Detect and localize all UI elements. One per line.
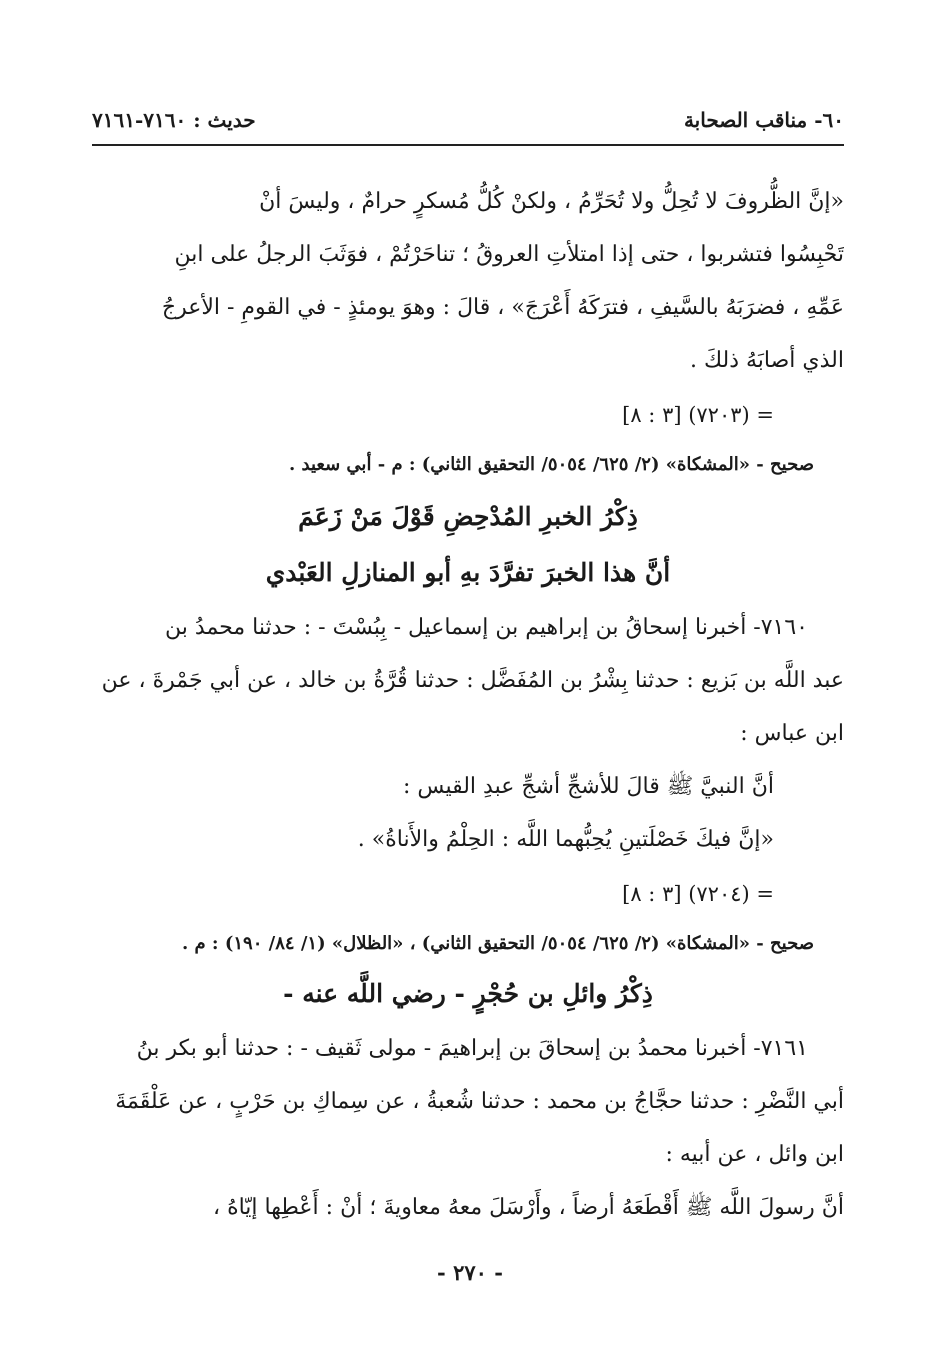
section-heading: أنَّ هذا الخبرَ تفرَّدَ بهِ أبو المنازلِ العَبْدي: [265, 558, 671, 587]
header-rule: [92, 144, 844, 146]
matn-line: أنَّ النبيَّ ﷺ قالَ للأشجِّ أشجِّ عبدِ القيس :: [403, 774, 774, 799]
page-number: - ٢٧٠ -: [437, 1260, 503, 1285]
isnad-line: عبد اللَّه بن بَزيع : حدثنا بِشْرُ بن المُفَضَّل : حدثنا قُرَّةُ بن خالد ، عن أبي جَمْرةَ ، عن: [101, 668, 844, 693]
section-heading: ذِكْرُ الخبرِ المُدْحِضِ قَوْلَ مَنْ زَعَمَ: [298, 502, 638, 531]
matn-line: أنَّ رسولَ اللَّه ﷺ أَقْطَعَهُ أرضاً ، وأَرْسَلَ معهُ معاويةَ ؛ أنْ : أَعْطِها إيّاهُ ،: [212, 1195, 844, 1220]
isnad-line: ابن عباس :: [740, 721, 844, 746]
matn-line: «إنَّ فيكَ خَصْلَتينِ يُحِبُّهما اللَّه : الحِلْمُ والأَناةُ» .: [357, 827, 774, 852]
cross-reference: = (٧٢٠٤) [٣ : ٨]: [622, 882, 774, 906]
isnad-line: ٧١٦١- أخبرنا محمدُ بن إسحاقَ بن إبراهيمَ - مولى ثَقيف - : حدثنا أبو بكر بنُ: [136, 1036, 808, 1061]
hadith-range: حديث : ٧١٦٠-٧١٦١: [92, 108, 256, 132]
isnad-line: أبي النَّضْرِ : حدثنا حجَّاجُ بن محمد : حدثنا شُعبةُ ، عن سِماكِ بن حَرْبٍ ، عن عَلْقَمَةَ: [115, 1089, 844, 1114]
running-header: [92, 108, 844, 140]
isnad-line: ابن وائل ، عن أبيه :: [665, 1142, 844, 1167]
page-body: [92, 175, 844, 1234]
text-line: «إنَّ الظُّروفَ لا تُحِلُّ ولا تُحَرِّمُ ، ولكنْ كُلُّ مُسكرٍ حرامٌ ، وليسَ أنْ: [259, 189, 844, 214]
chapter-title: ٦٠- مناقب الصحابة: [683, 108, 844, 132]
grading-note: صحيح - «المشكاة» (٢/ ٦٢٥/ ٥٠٥٤/ التحقيق الثاني) ، «الظلال» (١/ ٨٤/ ١٩٠) : م .: [181, 933, 814, 954]
grading-note: صحيح - «المشكاة» (٢/ ٦٢٥/ ٥٠٥٤/ التحقيق الثاني) : م - أبي سعيد .: [288, 454, 814, 475]
isnad-line: ٧١٦٠- أخبرنا إسحاقُ بن إبراهيم بن إسماعيل - بِبُسْتَ - : حدثنا محمدُ بن: [165, 615, 808, 640]
text-line: عَمِّهِ ، فضرَبَهُ بالسَّيفِ ، فترَكَهُ أَعْرَجَ» ، قالَ : وهوَ يومئذٍ - في القومِ - الأعرجُ: [161, 295, 844, 320]
text-line: تَحْبِسُوا فتشربوا ، حتى إذا امتلأتِ العروقُ ؛ تناحَرْتُمْ ، فوَثَبَ الرجلُ على ابنِ: [174, 242, 844, 267]
text-line: الذي أصابَهُ ذلكَ .: [689, 348, 844, 373]
cross-reference: = (٧٢٠٣) [٣ : ٨]: [622, 403, 774, 427]
section-heading: ذِكْرُ وائلِ بن حُجْرٍ - رضي اللَّه عنه -: [283, 979, 653, 1008]
